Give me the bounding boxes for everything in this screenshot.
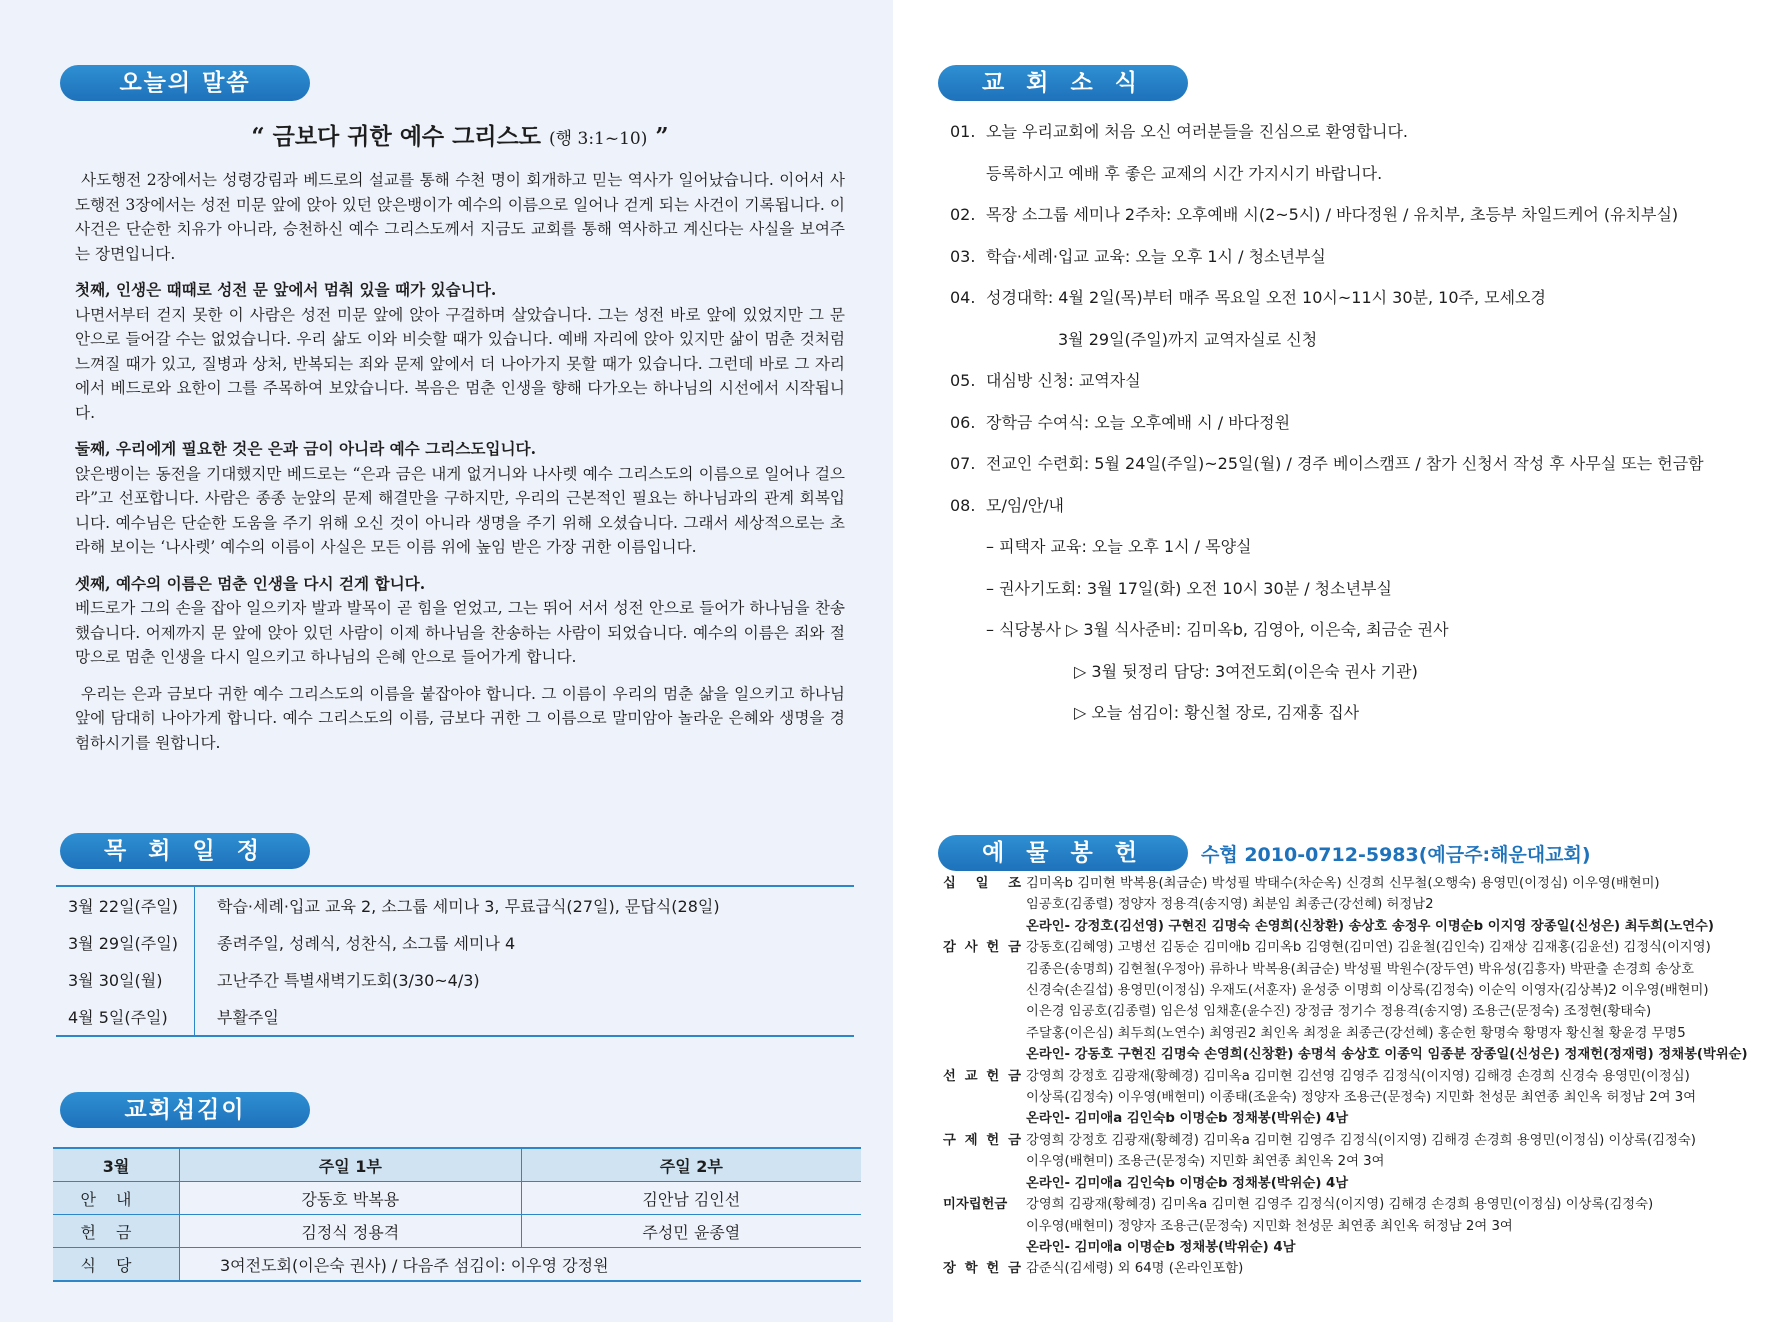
offering-names: 주달홍(이은심) 최두희(노연수) 최영권2 최인옥 최정윤 최종근(강선혜) 홍순헌 황명숙 황명자 황신철 황윤경 무명5 <box>1026 1025 1686 1041</box>
offering-category <box>943 1066 1783 1130</box>
news-item <box>950 326 1770 368</box>
offering-names: 이우영(배현미) 조용근(문정숙) 지민화 최연종 최인옥 2여 3여 <box>1026 1154 1385 1170</box>
schedule-event: 부활주일 <box>217 1008 279 1027</box>
offering-account: 수협 2010-0712-5983(예금주:해운대교회) <box>1201 844 1591 866</box>
offering-names: 강영희 강정호 김광재(황혜경) 김미옥a 김미현 김선영 김영주 김정식(이지영) 김해경 손경희 신경숙 용영민(이정심) <box>1026 1068 1690 1084</box>
news-item-number: 06. <box>950 412 976 432</box>
news-item-number: 04. <box>950 288 976 307</box>
news-item <box>950 201 1770 243</box>
serve-cell: 김정식 정용격 <box>180 1215 522 1248</box>
offering-label: 감 사 헌 금 <box>943 940 1021 956</box>
offering-category <box>943 1130 1783 1194</box>
schedule-event: 고난주간 특별새벽기도회(3/30~4/3) <box>217 971 480 990</box>
offering-names: 이상록(김정숙) 이우영(배현미) 이종태(조윤숙) 정양자 조용근(문정숙) 지민화 천성문 최연종 최인옥 허정남 2여 3여 <box>1026 1090 1697 1106</box>
news-item-number: 01. <box>950 122 976 141</box>
table-row <box>56 924 854 961</box>
news-item <box>950 409 1770 451</box>
sermon-title-close: ” <box>655 123 669 150</box>
news-heading: 교 회 소 식 <box>938 65 1188 101</box>
news-item-text: 전교인 수련회: 5월 24일(주일)~25일(월) / 경주 베이스캠프 / 참가 신청서 작성 후 사무실 또는 헌금함 <box>986 454 1704 473</box>
offering-names: 이은경 임공호(김종렬) 임은성 임채훈(윤수진) 장정금 정기수 정용격(송지영) 조용근(문정숙) 조정현(황태숙) <box>1026 1004 1652 1020</box>
sermon-point-1 <box>75 278 845 425</box>
point-1-body: 나면서부터 걷지 못한 이 사람은 성전 미문 앞에 앉아 구걸하며 살았습니다. 그는 성전 바로 앞에 있었지만 그 문 안으로 들어갈 수는 없었습니다. 우리 삶도 이와 비슷할 때가 있습니다. 예배 자리에 앉아 있지만 삶이 멈춘 것처럼 느껴질 때가 있고, 질병과 상처, 반복되는 죄와 문제 앞에서 더 나아가지 못할 때가 있습니다. 그런데 바로 그 자리에서 베드로와 요한이 그를 주목하여 보았습니다. 복음은 멈춘 인생을 향해 다가오는 하나님의 시선에서 시작됩니다. <box>75 305 845 422</box>
offering-label: 선 교 헌 금 <box>943 1068 1021 1084</box>
news-item <box>950 118 1770 160</box>
news-item-text: 학습·세례·입교 교육: 오늘 오후 1시 / 청소년부실 <box>986 246 1326 266</box>
news-item-text: 모/임/안/내 <box>986 495 1064 515</box>
offering-names: 이우영(배현미) 정양자 조용근(문정숙) 지민화 천성문 최연종 최인옥 허정남 2여 3여 <box>1026 1218 1513 1234</box>
serve-month-header: 3월 <box>53 1148 180 1182</box>
news-item-number: 08. <box>950 495 976 515</box>
offering-online-names: 온라인- 김미애a 김인숙b 이명순b 정채봉(박위순) 4남 <box>1026 1175 1349 1191</box>
offering-label: 장 학 헌 금 <box>943 1261 1021 1277</box>
point-3-body: 베드로가 그의 손을 잡아 일으키자 발과 발목이 곧 힘을 얻었고, 그는 뛰어 서서 성전 안으로 들어가 하나님을 찬송했습니다. 어제까지 문 앞에 앉아 있던 사람이 이제 하나님을 찬송하는 사람이 되었습니다. 예수의 이름은 죄와 절망으로 멈춘 인생을 다시 일으키고 하나님의 은혜 안으로 들어가게 합니다. <box>75 599 845 666</box>
table-row <box>53 1182 861 1215</box>
schedule-table <box>56 885 854 1037</box>
offering-category <box>943 1258 1783 1279</box>
news-item <box>950 450 1770 492</box>
news-item <box>950 243 1770 285</box>
news-item <box>950 284 1770 326</box>
point-3-heading: 셋째, 예수의 이름은 멈춘 인생을 다시 걷게 합니다. <box>75 573 426 593</box>
news-item <box>950 160 1770 202</box>
table-header-row <box>53 1148 861 1182</box>
offering-online-names: 온라인- 강정호(김선영) 구현진 김명숙 손영희(신창환) 송상호 송정우 이명순b 이지영 장종일(신성은) 최두희(노연수) <box>1026 918 1714 934</box>
news-item <box>950 492 1770 534</box>
offering-online-names: 온라인- 김미애a 이명순b 정채봉(박위순) 4남 <box>1026 1239 1296 1255</box>
sermon-point-2 <box>75 437 845 560</box>
schedule-date: 3월 22일(주일) <box>56 886 195 924</box>
news-item <box>950 367 1770 409</box>
schedule-heading: 목 회 일 정 <box>60 833 310 869</box>
sermon-title <box>70 118 850 151</box>
news-item-number: 02. <box>950 205 976 224</box>
serve-cell: 김안남 김인선 <box>521 1182 861 1215</box>
news-item-text: 오늘 우리교회에 처음 오신 여러분들을 진심으로 환영합니다. <box>986 122 1409 141</box>
schedule-date: 4월 5일(주일) <box>56 998 195 1036</box>
point-2-heading: 둘째, 우리에게 필요한 것은 은과 금이 아니라 예수 그리스도입니다. <box>75 439 537 458</box>
offering-names: 임공호(김종렬) 정양자 정용격(송지영) 최분임 최종근(강선혜) 허정남2 <box>1026 897 1434 913</box>
schedule-event: 학습·세례·입교 교육 2, 소그룹 세미나 3, 무료급식(27일), 문답식(28일) <box>217 897 720 916</box>
serve-cell: 주성민 윤종열 <box>521 1215 861 1248</box>
news-item <box>950 658 1770 700</box>
offering-names: 강영희 강정호 김광재(황혜경) 김미옥a 김미현 김영주 김정식(이지영) 김해경 손경희 용영민(이정심) 이상록(김정숙) <box>1026 1132 1696 1148</box>
sermon-point-3 <box>75 572 845 670</box>
news-item-text: – 식당봉사 ▷ 3월 식사준비: 김미옥b, 김영아, 이은숙, 최금순 권사 <box>986 620 1449 639</box>
offering-list <box>943 873 1783 1280</box>
news-item-text: 목장 소그룹 세미나 2주차: 오후예배 시(2~5시) / 바다정원 / 유치부, 초등부 차일드케어 (유치부실) <box>986 205 1679 224</box>
offering-label: 구 제 헌 금 <box>943 1132 1021 1148</box>
sermon-closing: 우리는 은과 금보다 귀한 예수 그리스도의 이름을 붙잡아야 합니다. 그 이름이 우리의 멈춘 삶을 일으키고 하나님 앞에 담대히 나아가게 합니다. 예수 그리스도의 이름, 금보다 귀한 그 이름으로 말미암아 놀라운 은혜와 생명을 경험하시기를 원합니다. <box>75 684 845 752</box>
table-row <box>53 1215 861 1248</box>
sermon-title-text: “ 금보다 귀한 예수 그리스도 <box>251 123 542 150</box>
news-item-text: ▷ 오늘 섬김이: 황신철 장로, 김재홍 집사 <box>1074 703 1360 722</box>
sermon-intro: 사도행전 2장에서는 성령강림과 베드로의 설교를 통해 수천 명이 회개하고 믿는 역사가 일어났습니다. 이어서 사도행전 3장에서는 성전 미문 앞에 앉아 있던 앉은뱅이가 예수의 이름으로 일어나 걷게 되는 사건이 기록됩니다. 이 사건은 단순한 치유가 아니라, 승천하신 예수 그리스도께서 지금도 교회를 통해 역사하고 계신다는 사실을 보여주는 장면입니다. <box>75 171 845 263</box>
table-row <box>56 886 854 924</box>
schedule-date: 3월 30일(월) <box>56 961 195 998</box>
offering-category <box>943 937 1783 1065</box>
offering-category <box>943 1194 1783 1258</box>
news-item-text: – 권사기도회: 3월 17일(화) 오전 10시 30분 / 청소년부실 <box>986 578 1392 598</box>
news-item-number: 07. <box>950 454 976 473</box>
table-row <box>56 998 854 1036</box>
news-item <box>950 533 1770 575</box>
offering-heading: 예 물 봉 헌 <box>938 835 1188 871</box>
point-2-body: 앉은뱅이는 동전을 기대했지만 베드로는 “은과 금은 내게 없거니와 나사렛 예수 그리스도의 이름으로 일어나 걸으라”고 선포합니다. 사람은 종종 눈앞의 문제 해결만을 구하지만, 우리의 근본적인 필요는 하나님과의 관계 회복입니다. 예수님은 단순한 도움을 주기 위해 오신 것이 아니라 생명을 주기 위해 오셨습니다. 그래서 세상적으로는 초라해 보이는 ‘나사렛’ 예수의 이름이 사실은 모든 이름 위에 높임 받은 가장 귀한 이름입니다. <box>75 464 845 556</box>
serve-heading: 교회섬김이 <box>60 1092 310 1128</box>
news-item-text: – 피택자 교육: 오늘 오후 1시 / 목양실 <box>986 537 1252 556</box>
news-item <box>950 616 1770 658</box>
offering-names: 김미옥b 김미현 박복용(최금순) 박성필 박태수(차순옥) 신경희 신무철(오행숙) 용영민(이정심) 이우영(배현미) <box>1026 876 1660 891</box>
news-item-text: 대심방 신청: 교역자실 <box>986 371 1141 390</box>
news-list <box>950 118 1770 741</box>
table-row <box>56 961 854 998</box>
offering-category <box>943 873 1783 937</box>
offering-online-names: 온라인- 강동호 구현진 김명숙 손영희(신창환) 송명석 송상호 이종익 임종분 장종일(신성은) 정재헌(정재령) 정채봉(박위순) <box>1026 1047 1748 1063</box>
offering-online-names: 온라인- 김미애a 김인숙b 이명순b 정채봉(박위순) 4남 <box>1026 1111 1349 1127</box>
news-item-text: 등록하시고 예배 후 좋은 교제의 시간 가지시기 바랍니다. <box>986 163 1383 183</box>
news-item <box>950 699 1770 741</box>
serve-row-label: 안내 <box>53 1182 180 1215</box>
serve-table <box>53 1147 861 1282</box>
offering-names: 신경숙(손길섭) 용영민(이정심) 우재도(서훈자) 윤성중 이명희 이상록(김정숙) 이순익 이영자(김상복)2 이우영(배현미) <box>1026 983 1709 999</box>
news-item-number: 03. <box>950 246 976 266</box>
offering-names: 강동호(김혜영) 고병선 김동순 김미애b 김미옥b 김영현(김미연) 김윤철(김인숙) 김재상 김재홍(김윤선) 김정식(이지영) <box>1026 940 1711 956</box>
schedule-event: 종려주일, 성례식, 성찬식, 소그룹 세미나 4 <box>217 934 516 953</box>
news-item-text: ▷ 3월 뒷정리 담당: 3여전도회(이은숙 권사 기관) <box>1074 661 1418 681</box>
news-item-text: 성경대학: 4월 2일(목)부터 매주 목요일 오전 10시~11시 30분, 10주, 모세오경 <box>986 288 1546 307</box>
point-1-heading: 첫째, 인생은 때때로 성전 문 앞에서 멈춰 있을 때가 있습니다. <box>75 280 497 299</box>
serve-row-label: 헌금 <box>53 1215 180 1248</box>
offering-names: 강영희 김광재(황혜경) 김미옥a 김미현 김영주 김정식(이지영) 김해경 손경희 용영민(이정심) 이상록(김정숙) <box>1026 1197 1654 1213</box>
sermon-reference: (행 3:1~10) <box>549 129 648 149</box>
serve-cell: 강동호 박복용 <box>180 1182 522 1215</box>
offering-label: 미자립헌금 <box>943 1197 1008 1213</box>
schedule-date: 3월 29일(주일) <box>56 924 195 961</box>
serve-cell: 3여전도회(이은숙 권사) / 다음주 섬김이: 이우영 강정원 <box>220 1255 609 1275</box>
news-item-text: 3월 29일(주일)까지 교역자실로 신청 <box>1058 329 1318 349</box>
offering-label: 십 일 조 <box>943 876 1021 891</box>
offering-names: 김종은(송명희) 김현철(우정아) 류하나 박복용(최금순) 박성필 박원수(장두연) 박유성(김흥자) 박판출 손경희 송상호 <box>1026 961 1694 977</box>
offering-names: 감준식(김세령) 외 64명 (온라인포함) <box>1026 1261 1244 1277</box>
serve-row-label: 식당 <box>53 1248 180 1282</box>
serve-first-service-header: 주일 1부 <box>180 1148 522 1182</box>
serve-second-service-header: 주일 2부 <box>521 1148 861 1182</box>
sermon-heading: 오늘의 말씀 <box>60 65 310 101</box>
table-row <box>53 1248 861 1282</box>
news-item-text: 장학금 수여식: 오늘 오후예배 시 / 바다정원 <box>986 412 1291 432</box>
sermon-body <box>75 168 845 767</box>
news-item-number: 05. <box>950 371 976 390</box>
news-item <box>950 575 1770 617</box>
